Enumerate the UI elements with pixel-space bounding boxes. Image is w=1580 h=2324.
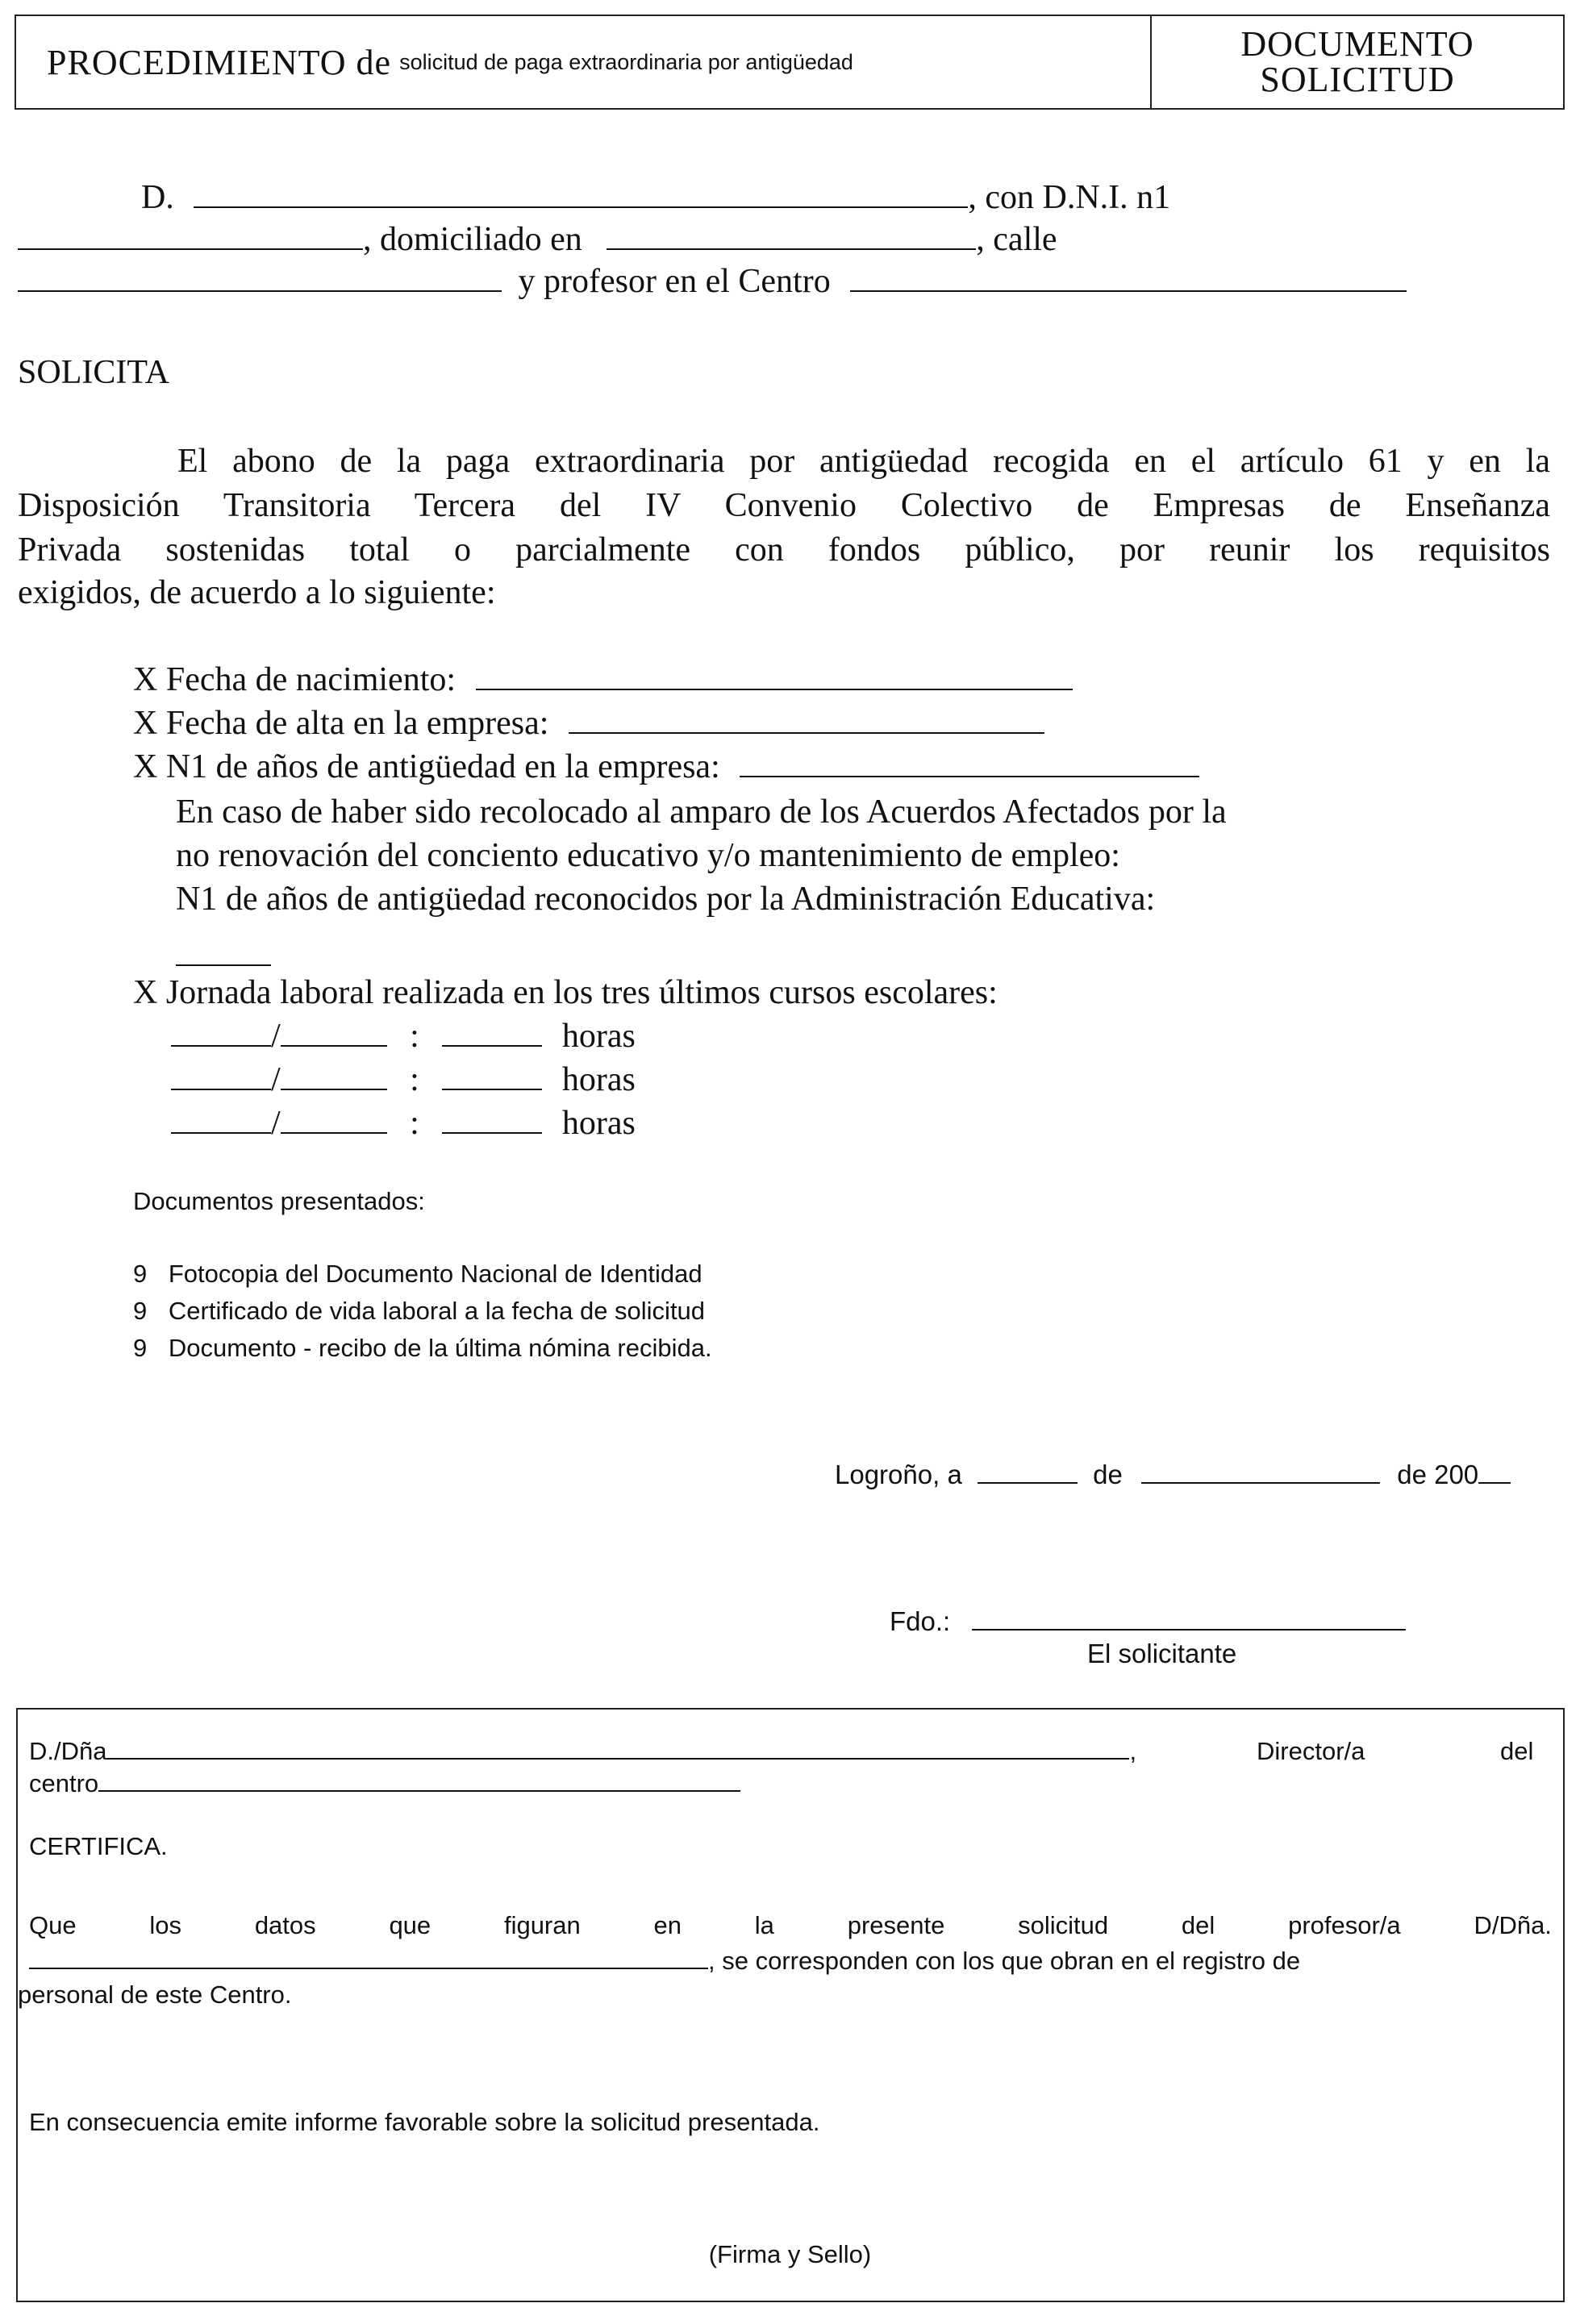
solicita-heading: SOLICITA [18,354,169,391]
applicant-name-row [141,177,1170,218]
domicile-city-field[interactable] [607,221,976,250]
seniority-row [133,747,1199,787]
hours-label: horas [561,1018,636,1055]
year-prefix: de 200 [1397,1460,1479,1489]
director-name-field[interactable] [106,1737,1129,1760]
centro-label: centro [29,1769,99,1797]
domicile-label: , domiciliado en [363,221,582,258]
procedure-title-main: PROCEDIMIENTO de [47,42,392,82]
course-end-field-2[interactable] [281,1061,387,1090]
document-bullet: 9 [133,1334,148,1362]
birth-date-field[interactable] [476,661,1073,690]
director-title-label: Director/a [1257,1737,1365,1765]
month-field[interactable] [1141,1460,1380,1484]
relocation-line-2: no renovación del conciento educativo y/o mantenimiento de empleo: [176,837,1120,874]
course-colon: : [410,1061,419,1098]
course-slash: / [271,1061,281,1098]
document-bullet: 9 [133,1260,148,1288]
teacher-name-field[interactable] [29,1947,708,1969]
course-colon: : [410,1018,419,1055]
place-prefix: Logroño, a [835,1460,962,1489]
birth-date-row [133,660,1073,700]
hours-field-3[interactable] [442,1105,542,1134]
street-field[interactable] [18,263,502,292]
applicant-name-field[interactable] [194,179,968,208]
course-end-field-3[interactable] [281,1105,387,1134]
certify-line-2 [29,1945,1300,1977]
favorable-report: En consecuencia emite informe favorable sobre la solicitud presentada. [29,2108,820,2136]
certify-word: datos [254,1911,316,1939]
document-bullet: 9 [133,1297,148,1325]
certify-word: presente [847,1911,945,1939]
course-start-field-3[interactable] [171,1105,271,1134]
course-start-field-2[interactable] [171,1061,271,1090]
certify-word: solicitud [1018,1911,1109,1939]
dni-number-field[interactable] [18,221,363,250]
signature-row [890,1605,1406,1639]
director-row [29,1735,1136,1768]
procedure-title [16,16,1152,108]
certify-word: la [754,1911,774,1939]
recognized-years-label: N1 de años de antigüedad reconocidos por la Administración Educativa: [176,881,1156,918]
documents-heading: Documentos presentados: [133,1187,425,1215]
certify-word: del [1181,1911,1215,1939]
de-label: de [1093,1460,1123,1489]
hours-field-2[interactable] [442,1061,542,1090]
signature-stamp-label: (Firma y Sello) [708,2240,872,2268]
hours-label: horas [561,1105,636,1142]
applicant-prefix: D. [141,179,174,216]
teacher-row [18,261,1407,302]
course-start-field-1[interactable] [171,1018,271,1047]
document-item-label: Certificado de vida laboral a la fecha de solicitud [168,1297,706,1325]
school-centre-field[interactable] [850,263,1407,292]
certify-word: los [149,1911,182,1939]
workday-row-2 [171,1060,636,1100]
year-field[interactable] [1478,1460,1511,1484]
certify-word: en [653,1911,682,1939]
place-date-row [835,1458,1511,1492]
director-comma: , [1129,1737,1137,1765]
domicile-row [18,219,1057,260]
solicita-paragraph-line-1: El abono de la paga extraordinaria por antigüedad recogida en el artículo 61 y en la [177,443,1550,480]
seniority-label: X N1 de años de antigüedad en la empresa: [133,748,720,785]
hire-date-field[interactable] [569,705,1044,734]
certify-line-3: personal de este Centro. [18,1980,292,2009]
document-type-line1: DOCUMENTO [1240,24,1474,64]
document-item [133,1332,712,1364]
certify-word: Que [29,1911,77,1939]
signature-field[interactable] [972,1606,1406,1631]
recognized-years-field[interactable] [176,964,271,966]
birth-date-label: X Fecha de nacimiento: [133,661,456,698]
document-item [133,1258,702,1290]
dni-label: , con D.N.I. n1 [968,179,1171,216]
course-slash: / [271,1018,281,1055]
hours-field-1[interactable] [442,1018,542,1047]
certify-word: figuran [503,1911,581,1939]
course-end-field-1[interactable] [281,1018,387,1047]
document-type-label [1152,16,1563,108]
workday-label: X Jornada laboral realizada en los tres últimos cursos escolares: [133,974,998,1011]
procedure-title-subject: solicitud de paga extraordinaria por antigüedad [399,49,853,74]
hire-date-row [133,703,1044,743]
centro-name-field[interactable] [98,1769,740,1792]
applicant-caption: El solicitante [1087,1639,1237,1668]
certify-word: profesor/a [1288,1911,1401,1939]
solicita-paragraph-line-3: Privada sostenidas total o parcialmente con fondos público, por reunir los requisitos [18,531,1550,569]
seniority-field[interactable] [740,748,1199,777]
fdo-label: Fdo.: [890,1606,951,1636]
workday-row-1 [171,1016,636,1056]
document-type-line2: SOLICITUD [1260,60,1455,99]
certify-line-2-text: , se corresponden con los que obran en el registro de [708,1947,1301,1975]
document-item-label: Documento - recibo de la última nómina recibida. [168,1334,712,1362]
del-label: del [1500,1737,1534,1765]
header-box [15,15,1565,110]
workday-row-3 [171,1103,636,1143]
document-item [133,1295,705,1327]
certify-word: D/Dña. [1474,1911,1552,1939]
course-slash: / [271,1105,281,1142]
solicita-paragraph-line-4: exigidos, de acuerdo a lo siguiente: [18,574,496,611]
course-colon: : [410,1105,419,1142]
document-item-label: Fotocopia del Documento Nacional de Identidad [168,1260,702,1288]
certify-word: que [389,1911,431,1939]
director-prefix: D./Dña [29,1737,107,1765]
centro-row [29,1768,740,1800]
certification-box [16,1708,1565,2302]
teacher-label: y profesor en el Centro [518,263,831,300]
hire-date-label: X Fecha de alta en la empresa: [133,705,549,742]
relocation-line-1: En caso de haber sido recolocado al amparo de los Acuerdos Afectados por la [176,793,1227,831]
hours-label: horas [561,1061,636,1098]
certifica-heading: CERTIFICA. [29,1832,168,1860]
solicita-paragraph-line-2: Disposición Transitoria Tercera del IV Convenio Colectivo de Empresas de Enseñanza [18,487,1550,524]
day-field[interactable] [978,1460,1078,1484]
street-label: , calle [976,221,1057,258]
certify-line-1 [29,1910,1552,1942]
